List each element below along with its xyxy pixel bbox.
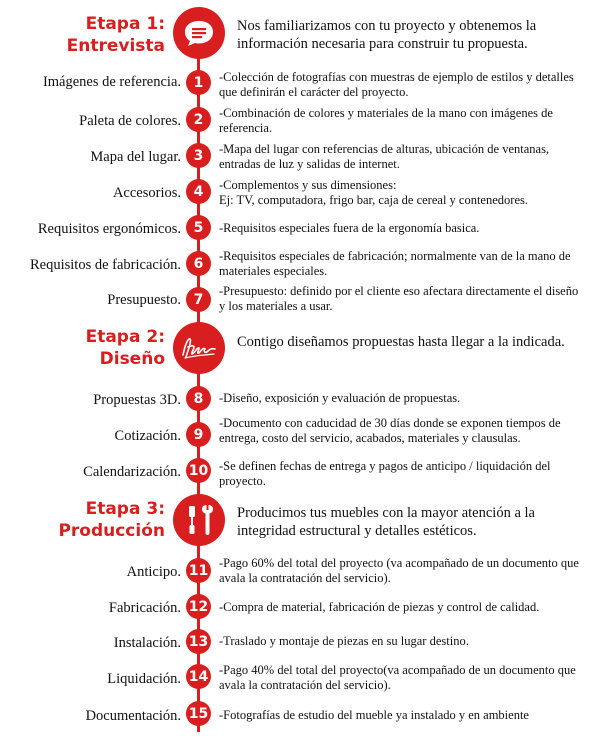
item-7-description: -Presupuesto: definido por el cliente eso afectara directamente el diseño y los materiales a usar. [219,284,579,313]
item-12-number: 12 [186,594,211,619]
item-5-label: Requisitos ergonómicos. [37,221,181,237]
item-14-description: -Pago 40% del total del proyecto(va acompañado de un documento que avala la contratación del servicio). [219,663,576,692]
stage-2-description: Contigo diseñamos propuestas hasta llegar a la indicada. [237,334,565,350]
item-9-description: -Documento con caducidad de 30 días donde se exponen tiempos de entrega, costo del servicio, acabados, materiales y clausulas. [219,416,561,445]
stage-1-title [67,13,165,57]
stage-2-title-line2: Diseño [99,349,165,369]
item-6-number: 6 [186,251,211,276]
speech-bubble-icon [173,7,225,59]
item-8-description: -Diseño, exposición y evaluación de propuestas. [219,391,461,405]
item-10-description: -Se definen fechas de entrega y pagos de anticipo / liquidación del proyecto. [219,459,551,488]
item-1-label: Imágenes de referencia. [42,74,181,90]
item-7-number: 7 [186,287,211,312]
item-15-description: -Fotografías de estudio del mueble ya instalado y en ambiente [219,708,529,722]
stage-3-title-line1: Etapa 3: [85,499,165,519]
item-1-number: 1 [186,70,211,95]
item-2-description: -Combinación de colores y materiales de la mano con imágenes de referencia. [219,106,553,135]
item-15-label: Documentación. [85,708,181,724]
item-14-number: 14 [186,664,211,689]
item-11-description: -Pago 60% del total del proyecto (va acompañado de un documento que avala la contratación del servicio). [219,556,579,585]
item-1-description: -Colección de fotografías con muestras de ejemplo de estilos y detalles que definirán el carácter del proyecto. [219,70,574,99]
item-9-number: 9 [186,422,211,447]
item-14-label: Liquidación. [107,671,181,687]
item-15-number: 15 [186,701,211,726]
item-6-description: -Requisitos especiales de fabricación; normalmente van de la mano de materiales especiales. [219,249,571,278]
item-6-label: Requisitos de fabricación. [30,257,181,273]
item-11-label: Anticipo. [126,564,181,580]
item-12-description: -Compra de material, fabricación de piezas y control de calidad. [219,600,540,614]
item-4-description: -Complementos y sus dimensiones: Ej: TV, computadora, frigo bar, caja de cereal y contenedores. [219,178,528,207]
item-4-number: 4 [186,179,211,204]
stage-3-title-line2: Producción [58,521,165,541]
item-5-description: -Requisitos especiales fuera de la ergonomía basica. [219,221,480,235]
stage-2-title [86,326,165,370]
item-10-label: Calendarización. [83,464,181,480]
stage-3-description: Producimos tus muebles con la mayor atención a la integridad estructural y detalles estéticos. [237,505,535,539]
item-13-description: -Traslado y montaje de piezas en su lugar destino. [219,634,469,648]
stage-1-description: Nos familiarizamos con tu proyecto y obtenemos la información necesaria para construir tu propuesta. [237,18,537,52]
item-11-number: 11 [186,558,211,583]
item-10-number: 10 [186,458,211,483]
item-3-label: Mapa del lugar. [90,149,181,165]
item-5-number: 5 [186,215,211,240]
stage-2-title-line1: Etapa 2: [85,327,165,347]
stage-3-title [58,498,165,542]
item-4-label: Accesorios. [112,185,181,201]
item-13-number: 13 [186,629,211,654]
sketch-scribble-icon [173,322,225,374]
item-8-label: Propuestas 3D. [93,392,181,408]
stage-1-title-line2: Entrevista [66,36,165,56]
item-12-label: Fabricación. [108,600,181,616]
screwdriver-wrench-icon [173,494,225,546]
item-8-number: 8 [186,386,211,411]
item-3-description: -Mapa del lugar con referencias de alturas, ubicación de ventanas, entradas de luz y salidas de internet. [219,142,550,171]
item-2-number: 2 [186,107,211,132]
item-9-label: Cotización. [114,428,181,444]
stage-1-title-line1: Etapa 1: [85,14,165,34]
item-7-label: Presupuesto. [107,292,181,308]
item-3-number: 3 [186,143,211,168]
item-2-label: Paleta de colores. [79,113,181,129]
item-13-label: Instalación. [113,635,181,651]
